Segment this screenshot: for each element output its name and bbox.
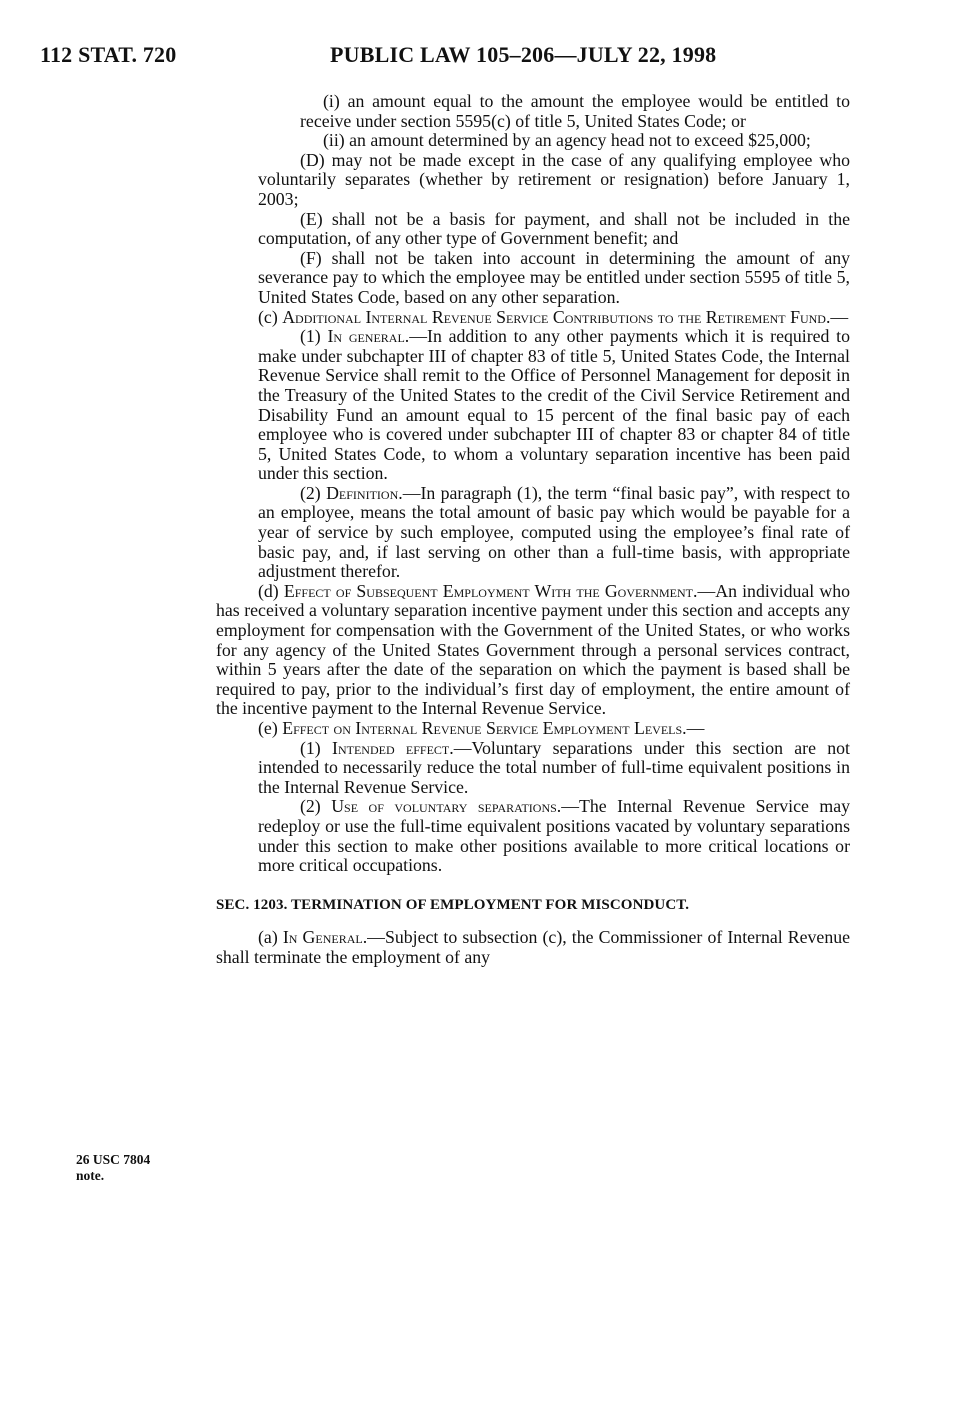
paragraph-c-2-heading: Definition. — [326, 482, 403, 503]
paragraph-c-1-number: (1) — [300, 326, 321, 347]
statute-page-reference: 112 STAT. 720 — [40, 42, 177, 67]
paragraph-e-2-number: (2) — [300, 796, 321, 817]
subsection-d-text: —An individual who has received a voluntary separation incentive payment under this section and accepts any employment for compensation with the Government of the United States, or who works for any agency of the United States Government through a personal services contract, within 5 years after the date of the separation on which the payment is based shall be required to pay, prior to the individual’s first day of employment, the entire amount of the incentive payment to the Internal Revenue Service. — [216, 580, 850, 719]
paragraph-e-1-heading: Intended effect. — [332, 737, 454, 758]
section-1203-subsection-a — [216, 928, 850, 967]
subparagraph-e: (E) shall not be a basis for payment, and shall not be included in the computation, of any other type of Government benefit; and — [258, 208, 850, 249]
paragraph-c-2-text: —In paragraph (1), the term “final basic pay”, with respect to an employee, means the total amount of basic pay which would be payable for a year of service by such employee, computed using the employee’s final rate of basic pay, and, if last serving on other than a full-time basis, with appropriate adjustment therefor. — [258, 482, 850, 582]
subsection-c-number: (c) — [258, 306, 278, 327]
section-1203-a-number: (a) — [258, 927, 278, 948]
subparagraph-d: (D) may not be made except in the case of any qualifying employee who voluntarily separates (whether by retirement or resignation) before January 1, 2003; — [258, 149, 850, 209]
page-header — [40, 42, 920, 72]
subsection-c-title: Additional Internal Revenue Service Contributions to the Retirement Fund.— — [282, 306, 849, 327]
subsection-d-heading: Effect of Subsequent Employment With the Government. — [283, 580, 698, 601]
clause-c-ii: (ii) an amount determined by an agency head not to exceed $25,000; — [323, 130, 811, 151]
subsection-e-title: Effect on Internal Revenue Service Employment Levels.— — [282, 718, 705, 738]
paragraph-c-2 — [216, 484, 850, 582]
section-1203-a-text: —Subject to subsection (c), the Commissioner of Internal Revenue shall terminate the employment of any — [216, 927, 850, 967]
statute-body — [216, 92, 850, 968]
paragraph-e-1-text: —Voluntary separations under this section are not intended to necessarily reduce the total number of full-time equivalent positions in the Internal Revenue Service. — [258, 737, 850, 797]
subsection-c-heading — [216, 308, 850, 328]
paragraph-e-2 — [216, 797, 850, 875]
subparagraph-f: (F) shall not be taken into account in determining the amount of any severance pay to which the employee may be entitled under section 5595 of title 5, United States Code, based on any other separation. — [258, 247, 850, 307]
subsection-e-heading — [216, 719, 850, 739]
subsection-d — [216, 582, 850, 719]
paragraph-c-1-text: —In addition to any other payments which it is required to make under subchapter III of chapter 83 of title 5, United States Code, the Internal Revenue Service shall remit to the Office of Personnel Management for deposit in the Treasury of the United States to the credit of the Civil Service Retirement and Disability Fund an amount equal to 15 percent of the final basic pay of each employee who is covered under subchapter III of chapter 83 or chapter 84 of title 5, United States Code, to whom a voluntary separation incentive has been paid under this section. — [258, 326, 850, 484]
section-1203-heading: SEC. 1203. TERMINATION OF EMPLOYMENT FOR MISCONDUCT. — [216, 896, 690, 913]
public-law-reference: PUBLIC LAW 105–206—JULY 22, 1998 — [330, 42, 717, 67]
paragraph-e-2-text: —The Internal Revenue Service may redeploy or use the full-time equivalent positions vacated by voluntary separations under this section to make other positions available to more critical locations or more critical occupations. — [258, 796, 850, 876]
clause-c-i: (i) an amount equal to the amount the employee would be entitled to receive under section 5595(c) of title 5, United States Code; or — [300, 91, 850, 131]
paragraph-e-1 — [216, 739, 850, 798]
paragraph-e-2-heading: Use of voluntary separations. — [331, 796, 562, 817]
usc-citation: 26 USC 7804 — [76, 1152, 151, 1167]
usc-note-label: note. — [76, 1168, 105, 1183]
subsection-d-number: (d) — [258, 580, 279, 601]
paragraph-e-1-number: (1) — [300, 737, 321, 758]
paragraph-c-1 — [216, 327, 850, 484]
paragraph-c-2-number: (2) — [300, 482, 321, 503]
subsection-e-number: (e) — [258, 718, 278, 738]
usc-margin-note — [76, 1152, 186, 1184]
paragraph-c-1-heading: In general. — [327, 326, 410, 347]
section-1203-a-heading: In General. — [282, 927, 368, 948]
